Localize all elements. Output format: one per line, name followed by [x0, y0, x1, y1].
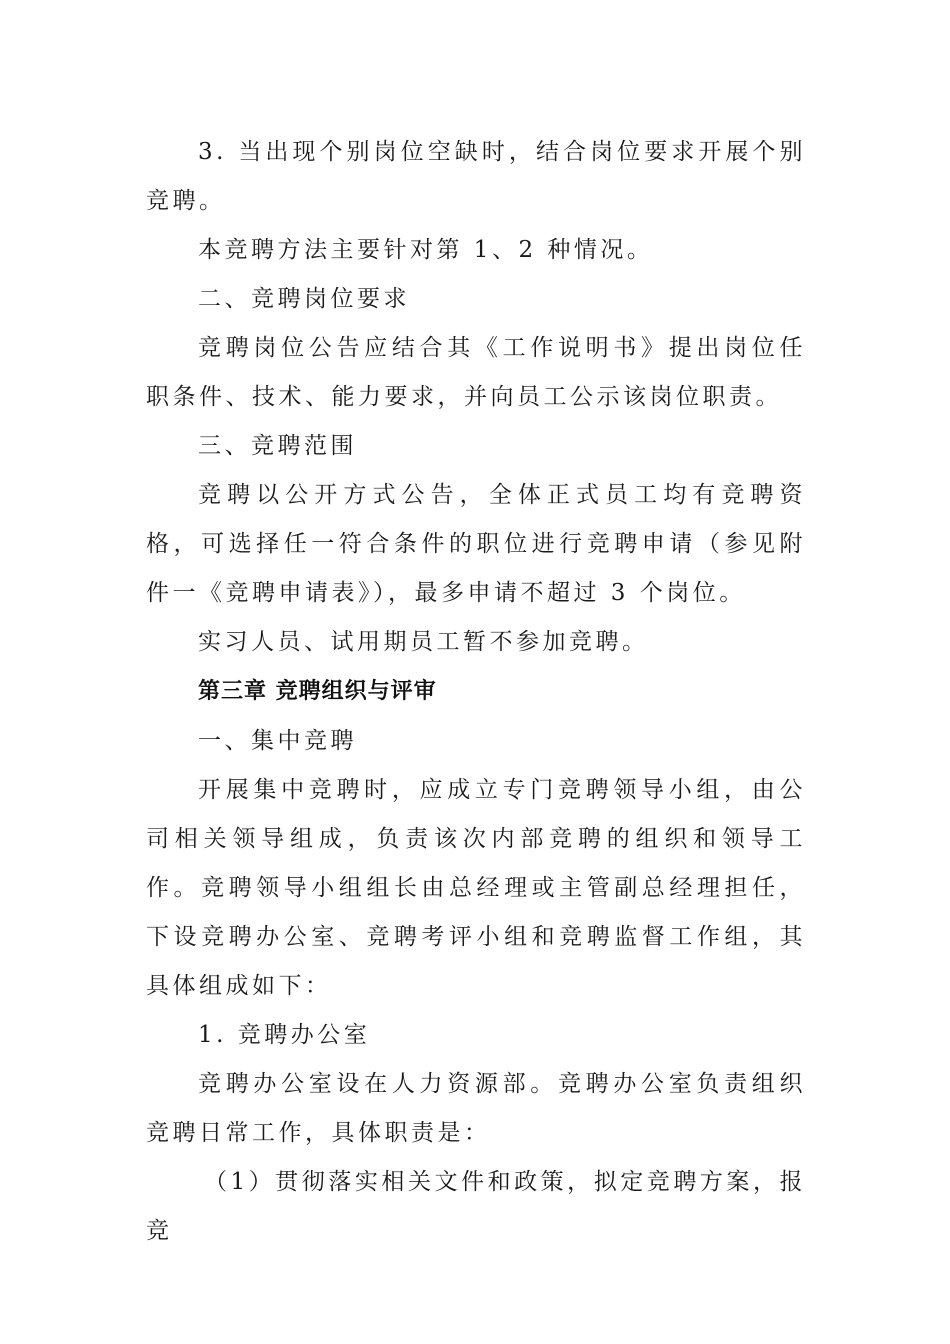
section-3-body: 竞聘以公开方式公告，全体正式员工均有竞聘资格，可选择任一符合条件的职位进行竞聘申请（参见附件一《竞聘申请表》），最多申请不超过 3 个岗位。	[146, 482, 806, 606]
scope-note: 本竞聘方法主要针对第 1、2 种情况。	[198, 237, 654, 263]
section-1-title: 一、集中竞聘	[198, 728, 357, 754]
duty-1: （1）贯彻落实相关文件和政策，拟定竞聘方案，报竞	[146, 1169, 806, 1244]
section-2-title: 二、竞聘岗位要求	[198, 286, 410, 312]
item-3-vacancy: 3. 当出现个别岗位空缺时，结合岗位要求开展个别竞聘。	[146, 139, 806, 214]
section-2-body: 竞聘岗位公告应结合其《工作说明书》提出岗位任职条件、技术、能力要求，并向员工公示该岗位职责。	[146, 335, 806, 410]
intern-note: 实习人员、试用期员工暂不参加竞聘。	[198, 629, 649, 655]
office-body: 竞聘办公室设在人力资源部。竞聘办公室负责组织竞聘日常工作，具体职责是：	[146, 1071, 806, 1146]
document-page	[146, 128, 806, 1256]
section-1-body: 开展集中竞聘时，应成立专门竞聘领导小组，由公司相关领导组成，负责该次内部竞聘的组织和领导工作。竞聘领导小组组长由总经理或主管副总经理担任，下设竞聘办公室、竞聘考评小组和竞聘监督工作组，其具体组成如下：	[146, 777, 806, 999]
section-3-title: 三、竞聘范围	[198, 433, 357, 459]
item-1-office-title: 1. 竞聘办公室	[198, 1022, 371, 1048]
chapter-3-title: 第三章 竞聘组织与评审	[198, 679, 437, 704]
